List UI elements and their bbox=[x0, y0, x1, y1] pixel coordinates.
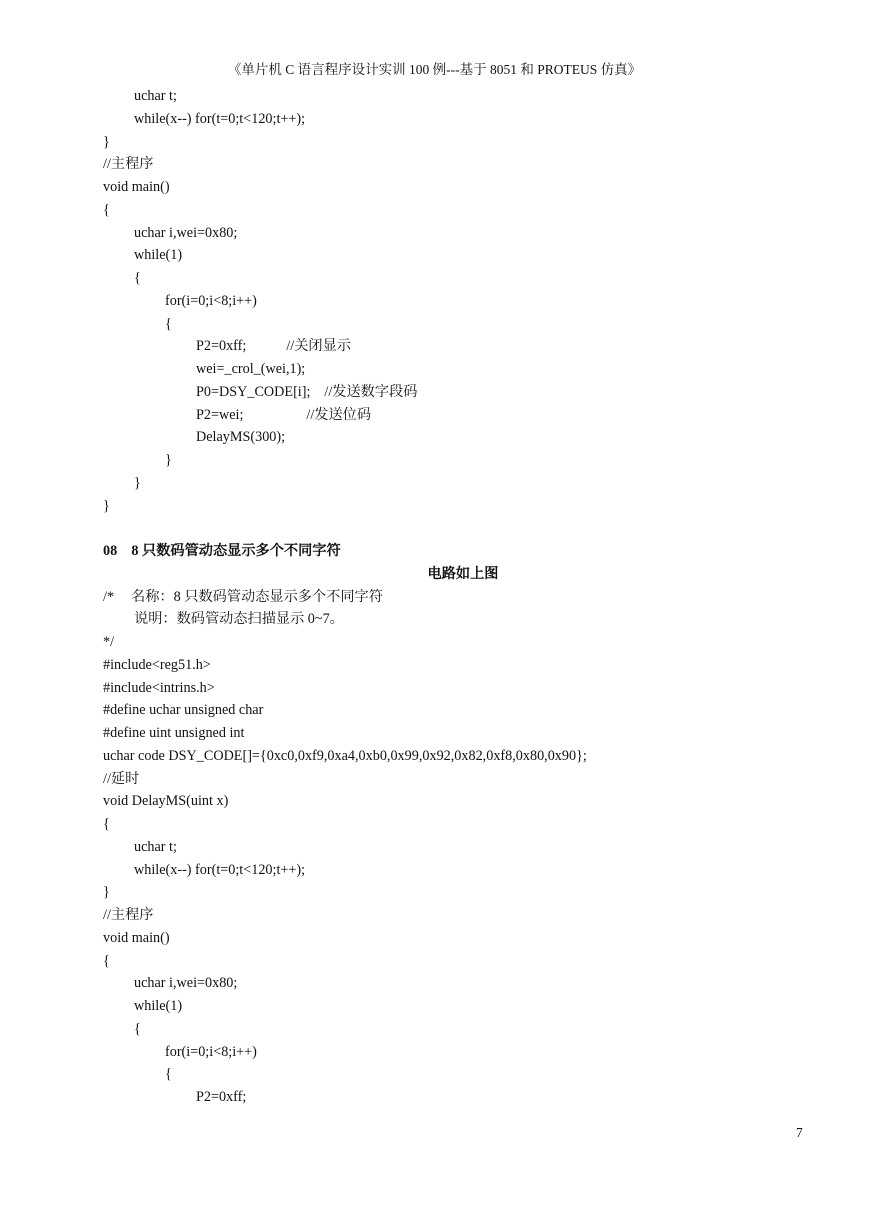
code-comment: //发送数字段码 bbox=[324, 383, 418, 400]
code-line: while(1) bbox=[134, 247, 183, 264]
code-line: uchar t; bbox=[134, 88, 177, 104]
page-number: 7 bbox=[796, 1125, 803, 1140]
section-note: 电路如上图 bbox=[427, 565, 499, 582]
code-line: for(i=0;i<8;i++) bbox=[165, 1043, 257, 1060]
code-line: #include<reg51.h> bbox=[103, 656, 211, 673]
page-header: 《单片机 C 语言程序设计实训 100 例---基于 8051 和 PROTEUS 仿真》 bbox=[227, 62, 642, 77]
code-line: } bbox=[134, 474, 141, 491]
code-line: } bbox=[165, 452, 172, 468]
code-line: uchar i,wei=0x80; bbox=[134, 975, 238, 992]
code-comment: //发送位码 bbox=[306, 406, 372, 423]
code-line: while(1) bbox=[134, 998, 183, 1014]
code-comment: //关闭显示 bbox=[286, 338, 351, 355]
code-line: //延时 bbox=[103, 770, 140, 787]
code-line: DelayMS(300); bbox=[196, 429, 286, 446]
code-line: uchar i,wei=0x80; bbox=[134, 224, 238, 241]
code-line: void main() bbox=[103, 179, 170, 195]
code-line: { bbox=[165, 1066, 172, 1083]
code-line bbox=[103, 586, 823, 609]
code-line: #define uchar unsigned char bbox=[103, 702, 264, 719]
code-line bbox=[103, 517, 823, 540]
code-listing bbox=[103, 85, 823, 1109]
code-line: void DelayMS(uint x) bbox=[103, 793, 229, 810]
code-line bbox=[103, 381, 823, 404]
code-line: while(x--) for(t=0;t<120;t++); bbox=[134, 861, 306, 878]
code-statement: P2=0xff; bbox=[196, 338, 247, 355]
code-line: } bbox=[103, 133, 110, 150]
code-line: } bbox=[103, 884, 110, 901]
section-heading: 08 8 只数码管动态显示多个不同字符 bbox=[103, 543, 341, 559]
code-line: uchar t; bbox=[134, 838, 177, 855]
code-line: 说明：数码管动态扫描显示 0~7。 bbox=[134, 611, 344, 628]
code-line: { bbox=[165, 315, 172, 332]
code-line: wei=_crol_(wei,1); bbox=[196, 361, 306, 377]
code-comment: 名称：8 只数码管动态显示多个不同字符 bbox=[131, 588, 383, 605]
code-line: while(x--) for(t=0;t<120;t++); bbox=[134, 110, 306, 127]
code-line: { bbox=[134, 1020, 141, 1037]
code-line: { bbox=[103, 952, 110, 969]
code-line: { bbox=[103, 201, 110, 218]
code-line: { bbox=[134, 270, 141, 286]
code-statement: P2=wei; bbox=[196, 406, 244, 423]
code-line: //主程序 bbox=[103, 907, 154, 923]
code-line bbox=[103, 404, 823, 427]
code-statement: P0=DSY_CODE[i]; bbox=[196, 383, 311, 400]
code-line: */ bbox=[103, 634, 115, 650]
code-line: P2=0xff; bbox=[196, 1089, 247, 1105]
code-line: void main() bbox=[103, 929, 170, 946]
code-line: #include<intrins.h> bbox=[103, 679, 215, 696]
code-line: } bbox=[103, 497, 110, 514]
code-line: #define uint unsigned int bbox=[103, 725, 245, 741]
code-line: { bbox=[103, 816, 110, 832]
code-line: for(i=0;i<8;i++) bbox=[165, 292, 257, 309]
code-line: //主程序 bbox=[103, 156, 154, 173]
code-statement: /* bbox=[103, 588, 115, 605]
code-line: uchar code DSY_CODE[]={0xc0,0xf9,0xa4,0xb0,0x99,0x92,0x82,0xf8,0x80,0x90}; bbox=[103, 747, 587, 764]
code-line bbox=[103, 335, 823, 358]
